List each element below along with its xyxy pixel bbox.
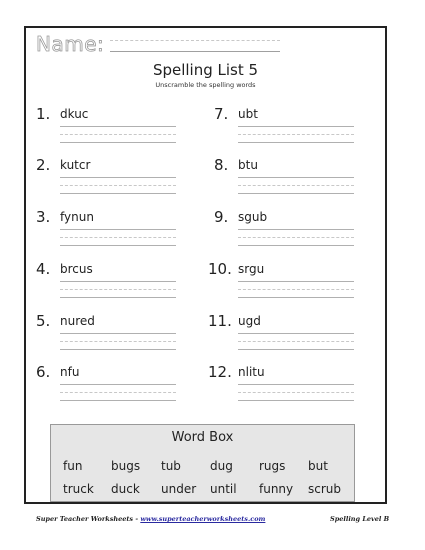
worksheet xyxy=(24,26,387,504)
word-box xyxy=(50,424,355,502)
scrambled-word: brcus xyxy=(60,262,93,276)
spelling-item xyxy=(36,312,186,352)
answer-guide-line xyxy=(60,237,176,238)
answer-line xyxy=(238,384,354,385)
answer-line xyxy=(60,142,176,143)
word-box-word: under xyxy=(161,482,197,496)
answer-line xyxy=(60,281,176,282)
spelling-item xyxy=(36,105,186,145)
answer-line xyxy=(238,333,354,334)
footer-credit xyxy=(36,515,265,523)
answer-line xyxy=(238,229,354,230)
spelling-item xyxy=(36,208,186,248)
footer-level: Spelling Level B xyxy=(330,515,390,523)
item-number: 8. xyxy=(214,156,229,174)
answer-guide-line xyxy=(60,134,176,135)
word-box-title: Word Box xyxy=(171,430,234,445)
name-write-line xyxy=(110,51,280,52)
scrambled-word: nfu xyxy=(60,365,80,379)
word-box-word: rugs xyxy=(259,459,286,473)
answer-line xyxy=(60,193,176,194)
scrambled-word: sgub xyxy=(238,210,268,224)
answer-line xyxy=(60,384,176,385)
answer-line xyxy=(60,126,176,127)
spelling-item xyxy=(36,156,186,196)
spelling-item xyxy=(36,260,186,300)
answer-guide-line xyxy=(238,134,354,135)
spelling-item xyxy=(36,363,186,403)
answer-guide-line xyxy=(238,185,354,186)
spelling-item xyxy=(214,105,364,145)
item-number: 1. xyxy=(36,105,51,123)
answer-guide-line xyxy=(238,237,354,238)
answer-line xyxy=(238,126,354,127)
scrambled-word: btu xyxy=(238,158,258,172)
spelling-item xyxy=(208,312,358,352)
scrambled-word: srgu xyxy=(238,262,265,276)
word-box-word: truck xyxy=(63,482,94,496)
answer-guide-line xyxy=(238,392,354,393)
answer-line xyxy=(238,177,354,178)
item-number: 6. xyxy=(36,363,51,381)
answer-line xyxy=(60,229,176,230)
answer-line xyxy=(238,281,354,282)
answer-line xyxy=(238,400,354,401)
spelling-item xyxy=(214,156,364,196)
word-box-word: scrub xyxy=(308,482,342,496)
answer-line xyxy=(238,193,354,194)
answer-line xyxy=(238,297,354,298)
word-box-word: bugs xyxy=(111,459,141,473)
word-box-word: until xyxy=(210,482,237,496)
answer-line xyxy=(238,245,354,246)
item-number: 4. xyxy=(36,260,51,278)
spelling-item xyxy=(214,208,364,248)
scrambled-word: nured xyxy=(60,314,95,328)
footer-website-link[interactable]: www.superteacherworksheets.com xyxy=(140,515,266,523)
answer-line xyxy=(60,297,176,298)
item-number: 12. xyxy=(208,363,232,381)
answer-line xyxy=(60,349,176,350)
word-box-word: tub xyxy=(161,459,181,473)
scrambled-word: ubt xyxy=(238,107,258,121)
item-number: 10. xyxy=(208,260,232,278)
answer-guide-line xyxy=(238,341,354,342)
name-label: Name: xyxy=(36,32,105,56)
answer-guide-line xyxy=(60,289,176,290)
page-title: Spelling List 5 xyxy=(152,61,259,79)
word-box-word: funny xyxy=(259,482,294,496)
scrambled-word: dkuc xyxy=(60,107,89,121)
word-box-word: dug xyxy=(210,459,233,473)
scrambled-word: fynun xyxy=(60,210,94,224)
scrambled-word: nlitu xyxy=(238,365,265,379)
footer-credit-text: Super Teacher Worksheets - xyxy=(36,515,141,523)
spelling-item xyxy=(208,260,358,300)
answer-line xyxy=(60,333,176,334)
answer-line xyxy=(238,349,354,350)
answer-line xyxy=(238,142,354,143)
page-subtitle: Unscramble the spelling words xyxy=(155,81,256,89)
item-number: 11. xyxy=(208,312,232,330)
item-number: 3. xyxy=(36,208,51,226)
item-number: 5. xyxy=(36,312,51,330)
item-number: 7. xyxy=(214,105,229,123)
answer-guide-line xyxy=(60,392,176,393)
answer-guide-line xyxy=(238,289,354,290)
spelling-item xyxy=(208,363,358,403)
answer-line xyxy=(60,400,176,401)
item-number: 9. xyxy=(214,208,229,226)
scrambled-word: ugd xyxy=(238,314,261,328)
name-guide-line xyxy=(110,40,280,41)
item-number: 2. xyxy=(36,156,51,174)
answer-line xyxy=(60,177,176,178)
word-box-word: duck xyxy=(111,482,140,496)
word-box-word: fun xyxy=(63,459,83,473)
answer-guide-line xyxy=(60,341,176,342)
scrambled-word: kutcr xyxy=(60,158,91,172)
answer-guide-line xyxy=(60,185,176,186)
word-box-word: but xyxy=(308,459,328,473)
answer-line xyxy=(60,245,176,246)
